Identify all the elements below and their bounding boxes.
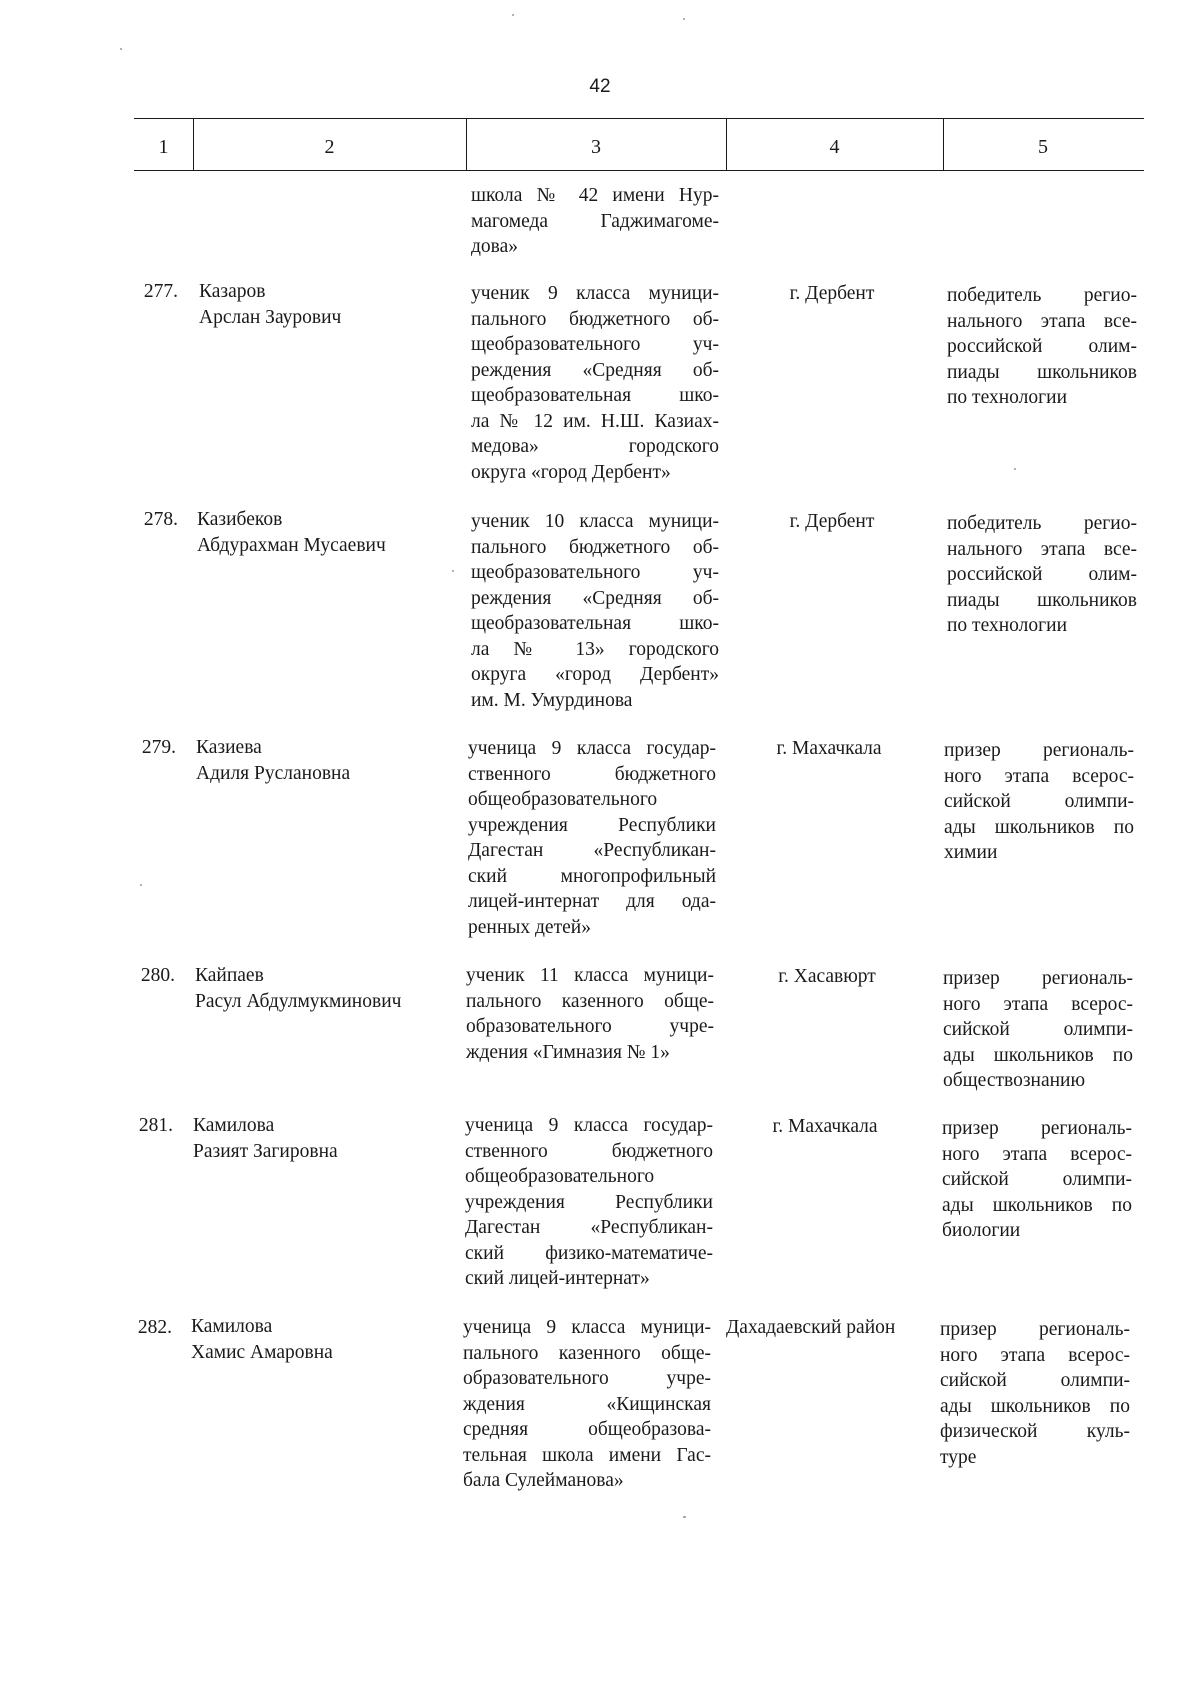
header-col-3: 3 [591, 136, 601, 158]
desc-line: пального казенного обще- [466, 990, 714, 1012]
school-description [468, 736, 716, 940]
scan-speck [683, 1516, 686, 1518]
desc-line: медова» городского [471, 436, 719, 457]
city: г. Хасавюрт [778, 966, 876, 987]
participant-name [195, 963, 401, 1014]
desc-line: учреждения Республики [465, 1191, 713, 1213]
school-description [471, 509, 719, 713]
status-line: призер региональ- [944, 740, 1134, 761]
name-line: Разият Загировна [193, 1140, 338, 1162]
row-number: 279. [141, 737, 176, 758]
desc-line: пального казенного обще- [463, 1342, 711, 1364]
status-line: туре [940, 1446, 977, 1468]
city: г. Махачкала [772, 1116, 878, 1137]
status-line: пиады школьников [947, 589, 1137, 611]
header-col-5: 5 [1038, 136, 1048, 158]
name-line: Камилова [193, 1115, 275, 1136]
participant-name [196, 735, 350, 786]
status-line: ады школьников по [943, 1044, 1133, 1066]
school-description [471, 281, 719, 485]
status-line: нального этапа все- [947, 310, 1137, 332]
desc-line: бала Сулейманова» [463, 1470, 624, 1491]
name-line: Казибеков [197, 509, 283, 530]
desc-line: ждения «Кищинская [463, 1393, 711, 1415]
desc-line: округа «город Дербент» [471, 664, 719, 685]
status-line: биологии [942, 1220, 1021, 1241]
name-line: Кайпаев [195, 965, 264, 986]
desc-line: ученик 11 класса муници- [466, 965, 714, 986]
status-line: победитель регио- [947, 285, 1137, 306]
status-line: обществознанию [943, 1070, 1086, 1091]
desc-line: Дагестан «Республикан- [468, 840, 716, 861]
status-line: сийской олимпи- [943, 1019, 1133, 1040]
name-line: Хамис Амаровна [191, 1341, 333, 1363]
city: г. Дербент [789, 283, 875, 304]
desc-line: образовательного учре- [463, 1368, 711, 1389]
status-line: ного этапа всерос- [942, 1143, 1132, 1165]
desc-line: ученица 9 класса государ- [465, 1115, 713, 1136]
desc-line: ла № 12 им. Н.Ш. Казиах- [471, 410, 719, 432]
status-line: по технологии [947, 387, 1068, 408]
name-line: Адиля Руслановна [196, 762, 351, 784]
olympiad-status [940, 1317, 1130, 1470]
desc-line: ский многопрофильный [468, 865, 716, 887]
name-line: Казаров [199, 281, 266, 302]
olympiad-status [947, 283, 1137, 411]
desc-line: ждения «Гимназия № 1» [466, 1041, 670, 1063]
participant-name [199, 279, 341, 330]
scan-speck [120, 48, 122, 50]
scan-speck [512, 14, 514, 16]
olympiad-status [944, 738, 1134, 866]
row-number: 280. [140, 965, 175, 986]
scan-speck [452, 570, 454, 572]
olympiad-status [943, 966, 1133, 1094]
status-line: ного этапа всерос- [940, 1344, 1130, 1366]
desc-line: пального бюджетного об- [471, 308, 719, 330]
desc-line: школа № 42 имени Нур- [471, 185, 719, 206]
desc-line: дова» [471, 236, 519, 257]
status-line: сийской олимпи- [944, 791, 1134, 812]
status-line: российской олим- [947, 336, 1137, 357]
scan-speck [140, 884, 142, 886]
status-line: физической куль- [940, 1421, 1130, 1442]
row-number: 281. [138, 1115, 173, 1136]
desc-line: ский физико-математиче- [465, 1242, 713, 1264]
desc-line: ученик 9 класса муници- [471, 283, 719, 304]
scan-speck [1014, 468, 1016, 470]
desc-line: реждения «Средняя об- [471, 587, 719, 609]
name-line: Абдурахман Мусаевич [197, 534, 386, 556]
desc-line: ственного бюджетного [468, 763, 716, 785]
desc-line: щеобразовательного уч- [471, 562, 719, 583]
desc-line: щеобразовательного уч- [471, 334, 719, 355]
header-col-1: 1 [158, 136, 169, 158]
city: г. Дербент [789, 511, 875, 532]
desc-line: ренных детей» [468, 916, 591, 938]
name-line: Арслан Заурович [199, 306, 342, 328]
city: г. Махачкала [776, 738, 882, 759]
desc-line: округа «город Дербент» [471, 461, 671, 483]
status-line: нального этапа все- [947, 538, 1137, 560]
table-top-border [134, 118, 1144, 119]
status-line: пиады школьников [947, 361, 1137, 383]
desc-line: образовательного учре- [466, 1016, 714, 1037]
desc-line: общеобразовательного [468, 789, 658, 810]
row-number: 277. [143, 281, 178, 302]
status-line: ады школьников по [940, 1395, 1130, 1417]
status-line: ады школьников по [942, 1194, 1132, 1216]
table-header-bottom-border [134, 170, 1144, 171]
school-description [465, 1113, 713, 1292]
desc-line: средняя общеобразова- [463, 1419, 711, 1440]
scan-speck [683, 18, 685, 20]
desc-line: реждения «Средняя об- [471, 359, 719, 381]
school-description [466, 963, 714, 1065]
status-line: по технологии [947, 615, 1068, 636]
header-col-4: 4 [829, 136, 840, 158]
desc-line: Дагестан «Республикан- [465, 1217, 713, 1238]
status-line: ного этапа всерос- [943, 993, 1133, 1015]
page-number: 42 [589, 76, 611, 97]
status-line: ады школьников по [944, 816, 1134, 838]
desc-line: ственного бюджетного [465, 1140, 713, 1162]
olympiad-status [942, 1116, 1132, 1244]
status-line: призер региональ- [940, 1319, 1130, 1340]
status-line: российской олим- [947, 564, 1137, 585]
desc-line: тельная школа имени Гас- [463, 1444, 711, 1466]
desc-line: лицей-интернат для ода- [468, 891, 716, 912]
city: Дахадаевский район [726, 1317, 896, 1338]
status-line: победитель регио- [947, 513, 1137, 534]
school-description [463, 1315, 711, 1494]
desc-line: ученик 10 класса муници- [471, 511, 719, 532]
status-line: призер региональ- [942, 1118, 1132, 1139]
status-line: химии [944, 842, 998, 863]
status-line: сийской олимпи- [940, 1370, 1130, 1391]
desc-line: щеобразовательная шко- [471, 385, 719, 406]
desc-line: пального бюджетного об- [471, 536, 719, 558]
status-line: ного этапа всерос- [944, 765, 1134, 787]
name-line: Камилова [191, 1316, 273, 1337]
status-line: сийской олимпи- [942, 1169, 1132, 1190]
name-line: Расул Абдулмукминович [195, 990, 402, 1012]
olympiad-status [947, 511, 1137, 639]
desc-line: ученица 9 класса государ- [468, 738, 716, 759]
header-col-2: 2 [324, 136, 335, 158]
participant-name [197, 507, 386, 558]
desc-line: ла № 13» городского [471, 638, 719, 660]
continuation-description [471, 183, 719, 260]
status-line: призер региональ- [943, 968, 1133, 989]
desc-line: щеобразовательная шко- [471, 613, 719, 634]
participant-name [193, 1113, 338, 1164]
desc-line: учреждения Республики [468, 814, 716, 836]
desc-line: ский лицей-интернат» [465, 1268, 650, 1289]
desc-line: ученица 9 класса муници- [463, 1317, 711, 1338]
participant-name [191, 1314, 333, 1365]
desc-line: им. М. Умурдинова [471, 689, 633, 711]
desc-line: магомеда Гаджимагоме- [471, 210, 719, 232]
name-line: Казиева [196, 737, 262, 758]
row-number: 282. [137, 1317, 172, 1338]
row-number: 278. [143, 509, 178, 530]
desc-line: общеобразовательного [465, 1166, 655, 1187]
